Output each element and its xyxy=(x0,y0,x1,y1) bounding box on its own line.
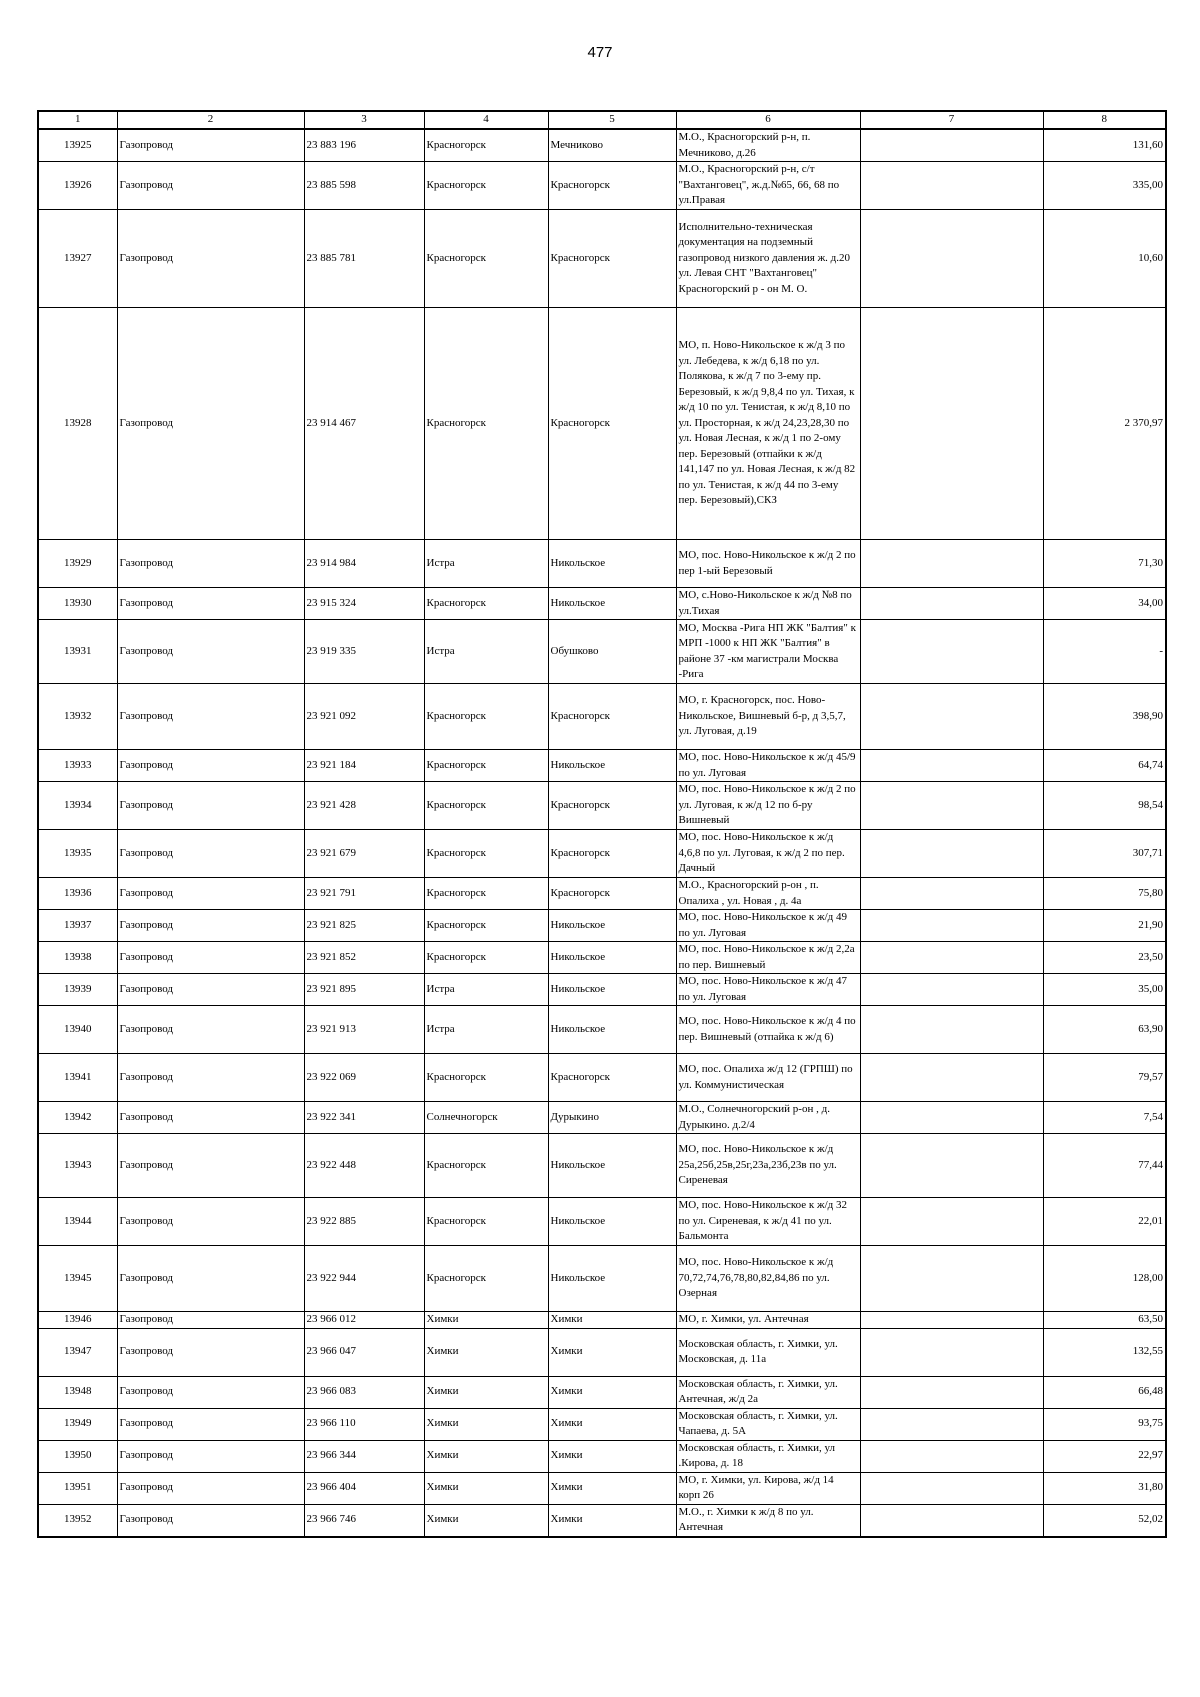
column-7-cell xyxy=(860,830,1043,878)
object-name-cell: Газопровод xyxy=(117,878,304,910)
object-code-cell: 23 966 083 xyxy=(304,1376,424,1408)
value-cell: 64,74 xyxy=(1043,750,1166,782)
object-code-cell: 23 922 885 xyxy=(304,1198,424,1246)
address-cell: МО, п. Ново-Никольское к ж/д 3 по ул. Лебедева, к ж/д 6,18 по ул. Полякова, к ж/д 7 по 3-ему пр. Березовый, к ж/д 9,8,4 по ул. Тихая, к ж/д 10 по ул. Тенистая, к ж/д 8,10 по ул. Просторная, к ж/д 24,23,28,30 по ул. Новая Лесная, к ж/д 1 по 2-ому пер. Березовый (отпайки к ж/д 141,147 по ул. Новая Лесная, к ж/д 82 по ул. Тенистая, к ж/д 44 по 3-ему пер. Березовый),СКЗ xyxy=(676,308,860,540)
value-cell: 52,02 xyxy=(1043,1504,1166,1537)
object-code-cell: 23 966 344 xyxy=(304,1440,424,1472)
district-cell: Химки xyxy=(424,1472,548,1504)
district-cell: Красногорск xyxy=(424,684,548,750)
object-name-cell: Газопровод xyxy=(117,1312,304,1329)
table-row xyxy=(38,1504,1166,1537)
column-7-cell xyxy=(860,1312,1043,1329)
locality-cell: Красногорск xyxy=(548,684,676,750)
table-row xyxy=(38,308,1166,540)
table-row xyxy=(38,210,1166,308)
value-cell: 77,44 xyxy=(1043,1134,1166,1198)
value-cell: 66,48 xyxy=(1043,1376,1166,1408)
object-name-cell: Газопровод xyxy=(117,1376,304,1408)
value-cell: 335,00 xyxy=(1043,162,1166,210)
address-cell: МО, пос. Опалиха ж/д 12 (ГРПШ) по ул. Коммунистическая xyxy=(676,1054,860,1102)
object-code-cell: 23 922 448 xyxy=(304,1134,424,1198)
table-row xyxy=(38,830,1166,878)
address-cell: М.О., Красногорский р-н, с/т "Вахтанговец", ж.д.№65, 66, 68 по ул.Правая xyxy=(676,162,860,210)
locality-cell: Красногорск xyxy=(548,830,676,878)
value-cell: 23,50 xyxy=(1043,942,1166,974)
col-header-7: 7 xyxy=(860,111,1043,129)
table-row xyxy=(38,942,1166,974)
table-row xyxy=(38,1054,1166,1102)
table-row xyxy=(38,129,1166,162)
value-cell: 398,90 xyxy=(1043,684,1166,750)
district-cell: Химки xyxy=(424,1440,548,1472)
column-7-cell xyxy=(860,1472,1043,1504)
row-number-cell: 13932 xyxy=(38,684,117,750)
table-row xyxy=(38,588,1166,620)
district-cell: Красногорск xyxy=(424,750,548,782)
row-number-cell: 13931 xyxy=(38,620,117,684)
row-number-cell: 13943 xyxy=(38,1134,117,1198)
district-cell: Красногорск xyxy=(424,878,548,910)
column-7-cell xyxy=(860,910,1043,942)
row-number-cell: 13933 xyxy=(38,750,117,782)
column-7-cell xyxy=(860,750,1043,782)
col-header-1: 1 xyxy=(38,111,117,129)
district-cell: Химки xyxy=(424,1328,548,1376)
value-cell: 63,50 xyxy=(1043,1312,1166,1329)
row-number-cell: 13928 xyxy=(38,308,117,540)
value-cell: 75,80 xyxy=(1043,878,1166,910)
locality-cell: Химки xyxy=(548,1440,676,1472)
address-cell: Московская область, г. Химки, ул. Чапаева, д. 5А xyxy=(676,1408,860,1440)
address-cell: Московская область, г. Химки, ул. Московская, д. 11а xyxy=(676,1328,860,1376)
object-code-cell: 23 966 110 xyxy=(304,1408,424,1440)
table-row xyxy=(38,782,1166,830)
address-cell: МО, пос. Ново-Никольское к ж/д 47 по ул. Луговая xyxy=(676,974,860,1006)
object-name-cell: Газопровод xyxy=(117,830,304,878)
object-name-cell: Газопровод xyxy=(117,162,304,210)
address-cell: М.О., Красногорский р-н, п. Мечниково, д.26 xyxy=(676,129,860,162)
table-row xyxy=(38,1440,1166,1472)
object-code-cell: 23 921 852 xyxy=(304,942,424,974)
value-cell: 35,00 xyxy=(1043,974,1166,1006)
row-number-cell: 13936 xyxy=(38,878,117,910)
column-7-cell xyxy=(860,308,1043,540)
row-number-cell: 13927 xyxy=(38,210,117,308)
locality-cell: Никольское xyxy=(548,1198,676,1246)
row-number-cell: 13947 xyxy=(38,1328,117,1376)
district-cell: Красногорск xyxy=(424,210,548,308)
locality-cell: Химки xyxy=(548,1408,676,1440)
row-number-cell: 13940 xyxy=(38,1006,117,1054)
district-cell: Красногорск xyxy=(424,1054,548,1102)
address-cell: МО, пос. Ново-Никольское к ж/д 49 по ул. Луговая xyxy=(676,910,860,942)
district-cell: Истра xyxy=(424,540,548,588)
table-row xyxy=(38,974,1166,1006)
locality-cell: Химки xyxy=(548,1472,676,1504)
column-7-cell xyxy=(860,1408,1043,1440)
object-name-cell: Газопровод xyxy=(117,308,304,540)
address-cell: МО, пос. Ново-Никольское к ж/д 32 по ул. Сиреневая, к ж/д 41 по ул. Бальмонта xyxy=(676,1198,860,1246)
value-cell: 98,54 xyxy=(1043,782,1166,830)
object-name-cell: Газопровод xyxy=(117,1246,304,1312)
locality-cell: Химки xyxy=(548,1328,676,1376)
row-number-cell: 13938 xyxy=(38,942,117,974)
column-7-cell xyxy=(860,684,1043,750)
object-name-cell: Газопровод xyxy=(117,540,304,588)
object-name-cell: Газопровод xyxy=(117,910,304,942)
address-cell: М.О., Красногорский р-он , п. Опалиха , ул. Новая , д. 4а xyxy=(676,878,860,910)
object-code-cell: 23 914 984 xyxy=(304,540,424,588)
locality-cell: Никольское xyxy=(548,1006,676,1054)
page-number: 477 xyxy=(587,44,613,61)
table-row xyxy=(38,1408,1166,1440)
value-cell: 131,60 xyxy=(1043,129,1166,162)
district-cell: Истра xyxy=(424,620,548,684)
table-row xyxy=(38,1472,1166,1504)
value-cell: 7,54 xyxy=(1043,1102,1166,1134)
row-number-cell: 13951 xyxy=(38,1472,117,1504)
object-code-cell: 23 885 598 xyxy=(304,162,424,210)
object-name-cell: Газопровод xyxy=(117,782,304,830)
address-cell: МО, с.Ново-Никольское к ж/д №8 по ул.Тихая xyxy=(676,588,860,620)
col-header-4: 4 xyxy=(424,111,548,129)
object-name-cell: Газопровод xyxy=(117,1006,304,1054)
row-number-cell: 13939 xyxy=(38,974,117,1006)
column-7-cell xyxy=(860,1440,1043,1472)
column-7-cell xyxy=(860,942,1043,974)
table-row xyxy=(38,620,1166,684)
value-cell: 31,80 xyxy=(1043,1472,1166,1504)
object-name-cell: Газопровод xyxy=(117,1102,304,1134)
object-name-cell: Газопровод xyxy=(117,129,304,162)
district-cell: Красногорск xyxy=(424,588,548,620)
district-cell: Красногорск xyxy=(424,942,548,974)
object-name-cell: Газопровод xyxy=(117,684,304,750)
address-cell: МО, пос. Ново-Никольское к ж/д 25а,25б,25в,25г,23а,23б,23в по ул. Сиреневая xyxy=(676,1134,860,1198)
col-header-5: 5 xyxy=(548,111,676,129)
object-code-cell: 23 921 913 xyxy=(304,1006,424,1054)
value-cell: 21,90 xyxy=(1043,910,1166,942)
row-number-cell: 13925 xyxy=(38,129,117,162)
address-cell: МО, г. Химки, ул. Кирова, ж/д 14 корп 26 xyxy=(676,1472,860,1504)
row-number-cell: 13945 xyxy=(38,1246,117,1312)
district-cell: Красногорск xyxy=(424,782,548,830)
district-cell: Истра xyxy=(424,1006,548,1054)
locality-cell: Никольское xyxy=(548,1246,676,1312)
address-cell: МО, г. Химки, ул. Антечная xyxy=(676,1312,860,1329)
row-number-cell: 13934 xyxy=(38,782,117,830)
object-name-cell: Газопровод xyxy=(117,1408,304,1440)
object-name-cell: Газопровод xyxy=(117,1198,304,1246)
column-7-cell xyxy=(860,1328,1043,1376)
locality-cell: Никольское xyxy=(548,1134,676,1198)
object-code-cell: 23 922 944 xyxy=(304,1246,424,1312)
object-code-cell: 23 966 404 xyxy=(304,1472,424,1504)
district-cell: Красногорск xyxy=(424,1246,548,1312)
row-number-cell: 13944 xyxy=(38,1198,117,1246)
row-number-cell: 13946 xyxy=(38,1312,117,1329)
locality-cell: Обушково xyxy=(548,620,676,684)
locality-cell: Никольское xyxy=(548,588,676,620)
value-cell: 10,60 xyxy=(1043,210,1166,308)
address-cell: МО, пос. Ново-Никольское к ж/д 2 по пер 1-ый Березовый xyxy=(676,540,860,588)
object-name-cell: Газопровод xyxy=(117,942,304,974)
col-header-8: 8 xyxy=(1043,111,1166,129)
locality-cell: Никольское xyxy=(548,750,676,782)
table-row xyxy=(38,162,1166,210)
column-7-cell xyxy=(860,1006,1043,1054)
locality-cell: Красногорск xyxy=(548,1054,676,1102)
district-cell: Красногорск xyxy=(424,308,548,540)
locality-cell: Никольское xyxy=(548,942,676,974)
object-code-cell: 23 885 781 xyxy=(304,210,424,308)
row-number-cell: 13935 xyxy=(38,830,117,878)
column-7-cell xyxy=(860,782,1043,830)
object-name-cell: Газопровод xyxy=(117,1054,304,1102)
district-cell: Красногорск xyxy=(424,1198,548,1246)
value-cell: 128,00 xyxy=(1043,1246,1166,1312)
row-number-cell: 13926 xyxy=(38,162,117,210)
address-cell: МО, пос. Ново-Никольское к ж/д 70,72,74,76,78,80,82,84,86 по ул. Озерная xyxy=(676,1246,860,1312)
address-cell: М.О., г. Химки к ж/д 8 по ул. Антечная xyxy=(676,1504,860,1537)
table-row xyxy=(38,1376,1166,1408)
table-row xyxy=(38,878,1166,910)
locality-cell: Красногорск xyxy=(548,782,676,830)
value-cell: 132,55 xyxy=(1043,1328,1166,1376)
table-body xyxy=(38,129,1166,1537)
table-row xyxy=(38,540,1166,588)
object-name-cell: Газопровод xyxy=(117,1440,304,1472)
column-7-cell xyxy=(860,878,1043,910)
row-number-cell: 13937 xyxy=(38,910,117,942)
locality-cell: Никольское xyxy=(548,974,676,1006)
object-code-cell: 23 914 467 xyxy=(304,308,424,540)
object-code-cell: 23 922 069 xyxy=(304,1054,424,1102)
row-number-cell: 13942 xyxy=(38,1102,117,1134)
object-code-cell: 23 921 791 xyxy=(304,878,424,910)
district-cell: Красногорск xyxy=(424,910,548,942)
column-7-cell xyxy=(860,588,1043,620)
column-7-cell xyxy=(860,1054,1043,1102)
locality-cell: Красногорск xyxy=(548,308,676,540)
col-header-2: 2 xyxy=(117,111,304,129)
object-code-cell: 23 922 341 xyxy=(304,1102,424,1134)
district-cell: Химки xyxy=(424,1408,548,1440)
object-code-cell: 23 921 184 xyxy=(304,750,424,782)
object-code-cell: 23 966 746 xyxy=(304,1504,424,1537)
row-number-cell: 13952 xyxy=(38,1504,117,1537)
object-code-cell: 23 883 196 xyxy=(304,129,424,162)
registry-table xyxy=(37,110,1167,1538)
address-cell: МО, пос. Ново-Никольское к ж/д 4 по пер. Вишневый (отпайка к ж/д 6) xyxy=(676,1006,860,1054)
column-7-cell xyxy=(860,1102,1043,1134)
locality-cell: Химки xyxy=(548,1376,676,1408)
district-cell: Красногорск xyxy=(424,129,548,162)
object-name-cell: Газопровод xyxy=(117,974,304,1006)
object-code-cell: 23 966 012 xyxy=(304,1312,424,1329)
column-7-cell xyxy=(860,1198,1043,1246)
col-header-3: 3 xyxy=(304,111,424,129)
object-code-cell: 23 921 092 xyxy=(304,684,424,750)
row-number-cell: 13950 xyxy=(38,1440,117,1472)
object-name-cell: Газопровод xyxy=(117,210,304,308)
column-7-cell xyxy=(860,162,1043,210)
column-7-cell xyxy=(860,129,1043,162)
column-7-cell xyxy=(860,1376,1043,1408)
row-number-cell: 13941 xyxy=(38,1054,117,1102)
row-number-cell: 13930 xyxy=(38,588,117,620)
district-cell: Красногорск xyxy=(424,162,548,210)
object-code-cell: 23 921 825 xyxy=(304,910,424,942)
locality-cell: Красногорск xyxy=(548,162,676,210)
address-cell: МО, Москва -Рига НП ЖК "Балтия" к МРП -1000 к НП ЖК "Балтия" в районе 37 -км магистрали Москва -Рига xyxy=(676,620,860,684)
value-cell: 63,90 xyxy=(1043,1006,1166,1054)
table-row xyxy=(38,750,1166,782)
district-cell: Солнечногорск xyxy=(424,1102,548,1134)
table-row xyxy=(38,1246,1166,1312)
value-cell: 71,30 xyxy=(1043,540,1166,588)
value-cell: 22,01 xyxy=(1043,1198,1166,1246)
address-cell: Исполнительно-техническая документация на подземный газопровод низкого давления ж. д.20 ул. Левая СНТ "Вахтанговец" Красногорский р - он М. О. xyxy=(676,210,860,308)
district-cell: Красногорск xyxy=(424,1134,548,1198)
locality-cell: Никольское xyxy=(548,910,676,942)
object-name-cell: Газопровод xyxy=(117,1134,304,1198)
column-7-cell xyxy=(860,1134,1043,1198)
col-header-6: 6 xyxy=(676,111,860,129)
locality-cell: Химки xyxy=(548,1312,676,1329)
object-code-cell: 23 921 895 xyxy=(304,974,424,1006)
table-row xyxy=(38,1006,1166,1054)
district-cell: Химки xyxy=(424,1504,548,1537)
row-number-cell: 13949 xyxy=(38,1408,117,1440)
address-cell: МО, пос. Ново-Никольское к ж/д 4,6,8 по ул. Луговая, к ж/д 2 по пер. Дачный xyxy=(676,830,860,878)
table-row xyxy=(38,684,1166,750)
object-code-cell: 23 921 679 xyxy=(304,830,424,878)
table-row xyxy=(38,1134,1166,1198)
district-cell: Химки xyxy=(424,1312,548,1329)
row-number-cell: 13929 xyxy=(38,540,117,588)
object-name-cell: Газопровод xyxy=(117,620,304,684)
object-code-cell: 23 919 335 xyxy=(304,620,424,684)
object-code-cell: 23 921 428 xyxy=(304,782,424,830)
column-7-cell xyxy=(860,1246,1043,1312)
column-7-cell xyxy=(860,620,1043,684)
address-cell: МО, пос. Ново-Никольское к ж/д 2 по ул. Луговая, к ж/д 12 по б-ру Вишневый xyxy=(676,782,860,830)
address-cell: МО, пос. Ново-Никольское к ж/д 45/9 по ул. Луговая xyxy=(676,750,860,782)
table-row xyxy=(38,910,1166,942)
address-cell: Московская область, г. Химки, ул. Антечная, ж/д 2а xyxy=(676,1376,860,1408)
table-row xyxy=(38,1312,1166,1329)
locality-cell: Красногорск xyxy=(548,210,676,308)
value-cell: 307,71 xyxy=(1043,830,1166,878)
object-name-cell: Газопровод xyxy=(117,1472,304,1504)
value-cell: 22,97 xyxy=(1043,1440,1166,1472)
value-cell: 79,57 xyxy=(1043,1054,1166,1102)
value-cell: 93,75 xyxy=(1043,1408,1166,1440)
object-name-cell: Газопровод xyxy=(117,1504,304,1537)
column-7-cell xyxy=(860,540,1043,588)
locality-cell: Красногорск xyxy=(548,878,676,910)
address-cell: Московская область, г. Химки, ул .Кирова, д. 18 xyxy=(676,1440,860,1472)
table-row xyxy=(38,1198,1166,1246)
address-cell: МО, г. Красногорск, пос. Ново-Никольское, Вишневый б-р, д 3,5,7, ул. Луговая, д.19 xyxy=(676,684,860,750)
locality-cell: Никольское xyxy=(548,540,676,588)
row-number-cell: 13948 xyxy=(38,1376,117,1408)
object-name-cell: Газопровод xyxy=(117,588,304,620)
table-row xyxy=(38,1102,1166,1134)
locality-cell: Дурыкино xyxy=(548,1102,676,1134)
value-cell: 2 370,97 xyxy=(1043,308,1166,540)
header-row xyxy=(38,111,1166,129)
column-7-cell xyxy=(860,974,1043,1006)
object-name-cell: Газопровод xyxy=(117,750,304,782)
value-cell: - xyxy=(1043,620,1166,684)
locality-cell: Мечниково xyxy=(548,129,676,162)
object-code-cell: 23 966 047 xyxy=(304,1328,424,1376)
column-7-cell xyxy=(860,210,1043,308)
address-cell: М.О., Солнечногорский р-он , д. Дурыкино. д.2/4 xyxy=(676,1102,860,1134)
object-code-cell: 23 915 324 xyxy=(304,588,424,620)
address-cell: МО, пос. Ново-Никольское к ж/д 2,2а по пер. Вишневый xyxy=(676,942,860,974)
table-row xyxy=(38,1328,1166,1376)
district-cell: Истра xyxy=(424,974,548,1006)
locality-cell: Химки xyxy=(548,1504,676,1537)
value-cell: 34,00 xyxy=(1043,588,1166,620)
column-7-cell xyxy=(860,1504,1043,1537)
district-cell: Химки xyxy=(424,1376,548,1408)
district-cell: Красногорск xyxy=(424,830,548,878)
object-name-cell: Газопровод xyxy=(117,1328,304,1376)
